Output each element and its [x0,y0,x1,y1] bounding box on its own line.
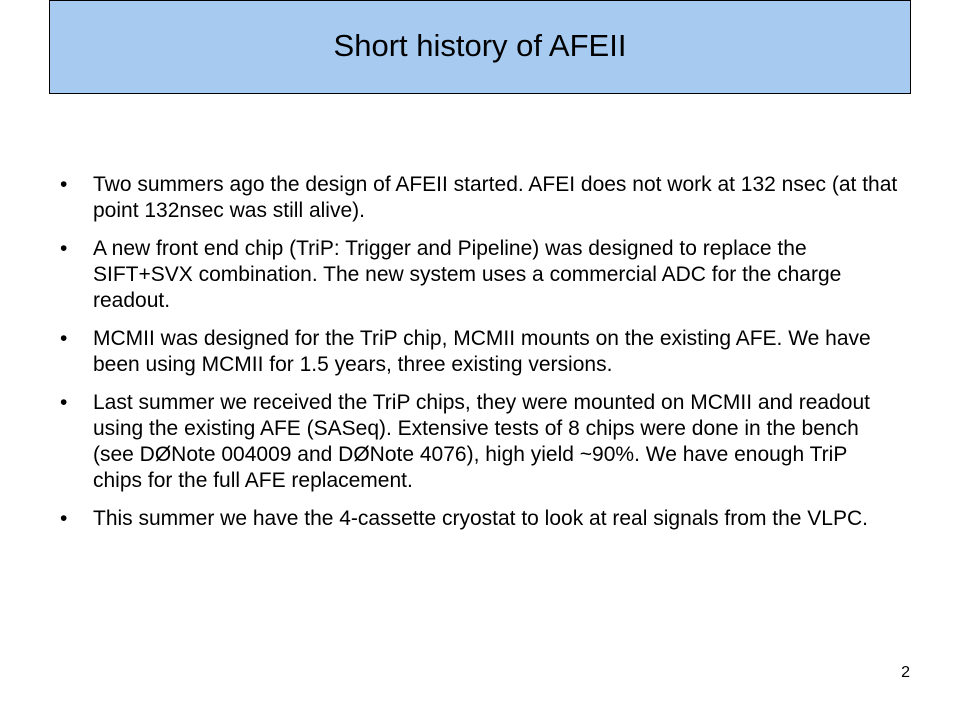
bullet-marker: • [60,391,68,414]
bullet-text: Last summer we received the TriP chips, they were mounted on MCMII and readout using the existing AFE (SASeq). Extensive tests of 8 chips were done in the bench (see DØNote 004009 and DØNote 4076), high yield ~90%. We have enough TriP chips for the full AFE replacement. [93,391,870,492]
slide-title: Short history of AFEII [333,28,627,63]
bullet-text: A new front end chip (TriP: Trigger and Pipeline) was designed to replace the SIFT+SVX combination. The new system uses a commercial ADC for the charge readout. [93,237,842,312]
bullet-text: Two summers ago the design of AFEII started. AFEI does not work at 132 nsec (at that point 132nsec was still alive). [93,173,898,222]
bullet-marker: • [60,237,68,260]
title-banner [49,0,911,94]
bullet-marker: • [60,173,68,196]
list-item [60,236,900,314]
bullet-list [60,172,900,544]
list-item [60,506,900,532]
list-item [60,326,900,378]
bullet-marker: • [60,507,68,530]
bullet-text: MCMII was designed for the TriP chip, MCMII mounts on the existing AFE. We have been using MCMII for 1.5 years, three existing versions. [93,327,871,376]
page-number: 2 [901,664,910,681]
bullet-marker: • [60,327,68,350]
list-item [60,172,900,224]
bullet-text: This summer we have the 4-cassette cryostat to look at real signals from the VLPC. [93,507,868,530]
list-item [60,390,900,494]
